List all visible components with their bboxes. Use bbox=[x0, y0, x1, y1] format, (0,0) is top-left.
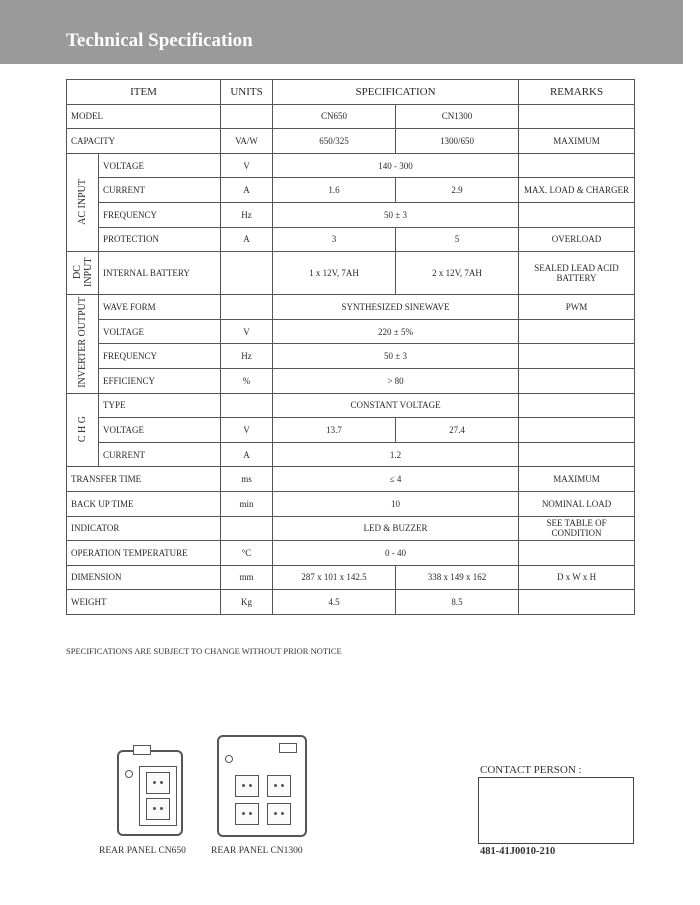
spec-notice: SPECIFICATIONS ARE SUBJECT TO CHANGE WITHOUT PRIOR NOTICE bbox=[66, 646, 342, 656]
group-label: INVERTER OUTPUT bbox=[77, 297, 88, 389]
page-title: Technical Specification bbox=[66, 30, 253, 51]
row-spec: LED & BUZZER bbox=[273, 516, 519, 541]
row-remarks bbox=[519, 153, 635, 178]
outlet-block bbox=[139, 766, 177, 826]
part-number: 481-41J0010-210 bbox=[480, 846, 556, 857]
table-row bbox=[67, 295, 635, 320]
outlet-icon bbox=[267, 775, 291, 797]
row-item: TYPE bbox=[99, 393, 221, 418]
row-units bbox=[221, 393, 273, 418]
header-remarks: REMARKS bbox=[519, 80, 635, 105]
row-cn650: 1.6 bbox=[273, 178, 396, 203]
group-ac-input bbox=[67, 153, 99, 251]
header-units: UNITS bbox=[221, 80, 273, 105]
row-spec: 140 - 300 bbox=[273, 153, 519, 178]
row-cn650: CN650 bbox=[273, 104, 396, 129]
row-item: VOLTAGE bbox=[99, 418, 221, 443]
row-units: % bbox=[221, 368, 273, 393]
row-spec: 220 ± 5% bbox=[273, 319, 519, 344]
table-row bbox=[67, 153, 635, 178]
row-cn1300: 2 x 12V, 7AH bbox=[396, 252, 519, 295]
switch-icon bbox=[133, 745, 151, 755]
table-row bbox=[67, 418, 635, 443]
row-item: INDICATOR bbox=[67, 516, 221, 541]
row-units: VA/W bbox=[221, 129, 273, 154]
row-spec: 0 - 40 bbox=[273, 541, 519, 566]
row-item: OPERATION TEMPERATURE bbox=[67, 541, 221, 566]
row-units bbox=[221, 252, 273, 295]
row-remarks: MAX. LOAD & CHARGER bbox=[519, 178, 635, 203]
row-item: MODEL bbox=[67, 104, 221, 129]
row-units: A bbox=[221, 442, 273, 467]
header-bar bbox=[0, 0, 683, 64]
table-row bbox=[67, 202, 635, 227]
group-dc-input bbox=[67, 252, 99, 295]
contact-person-label: CONTACT PERSON : bbox=[480, 764, 582, 776]
group-label: C H G bbox=[77, 415, 88, 442]
header-specification: SPECIFICATION bbox=[273, 80, 519, 105]
row-units: Hz bbox=[221, 202, 273, 227]
table-row bbox=[67, 178, 635, 203]
row-units: V bbox=[221, 153, 273, 178]
row-cn1300: 2.9 bbox=[396, 178, 519, 203]
rear-panel-cn650-label: REAR PANEL CN650 bbox=[99, 846, 186, 856]
row-remarks: MAXIMUM bbox=[519, 467, 635, 492]
rear-panel-cn1300-image bbox=[217, 735, 307, 837]
row-item: BACK UP TIME bbox=[67, 491, 221, 516]
row-units bbox=[221, 516, 273, 541]
row-units: V bbox=[221, 319, 273, 344]
table-row bbox=[67, 104, 635, 129]
row-cn1300: 5 bbox=[396, 227, 519, 252]
row-cn650: 650/325 bbox=[273, 129, 396, 154]
row-remarks bbox=[519, 418, 635, 443]
row-units: °C bbox=[221, 541, 273, 566]
row-cn650: 13.7 bbox=[273, 418, 396, 443]
row-spec: 1.2 bbox=[273, 442, 519, 467]
row-cn650: 4.5 bbox=[273, 590, 396, 615]
outlet-icon bbox=[146, 798, 170, 820]
group-inverter-output bbox=[67, 295, 99, 393]
row-remarks: NOMINAL LOAD bbox=[519, 491, 635, 516]
row-remarks bbox=[519, 202, 635, 227]
row-item: DIMENSION bbox=[67, 565, 221, 590]
row-remarks bbox=[519, 368, 635, 393]
table-row bbox=[67, 541, 635, 566]
row-cn1300: CN1300 bbox=[396, 104, 519, 129]
row-item: CURRENT bbox=[99, 178, 221, 203]
table-row bbox=[67, 252, 635, 295]
row-spec: 10 bbox=[273, 491, 519, 516]
row-remarks bbox=[519, 104, 635, 129]
row-cn650: 1 x 12V, 7AH bbox=[273, 252, 396, 295]
row-units: A bbox=[221, 227, 273, 252]
row-units: min bbox=[221, 491, 273, 516]
outlet-icon bbox=[235, 803, 259, 825]
row-units: A bbox=[221, 178, 273, 203]
group-chg bbox=[67, 393, 99, 467]
header-item: ITEM bbox=[67, 80, 221, 105]
table-row bbox=[67, 227, 635, 252]
row-spec: SYNTHESIZED SINEWAVE bbox=[273, 295, 519, 320]
row-remarks bbox=[519, 541, 635, 566]
table-row bbox=[67, 344, 635, 369]
row-remarks: PWM bbox=[519, 295, 635, 320]
table-row bbox=[67, 590, 635, 615]
row-remarks bbox=[519, 344, 635, 369]
row-remarks bbox=[519, 393, 635, 418]
outlet-icon bbox=[267, 803, 291, 825]
row-item: PROTECTION bbox=[99, 227, 221, 252]
row-spec: 50 ± 3 bbox=[273, 344, 519, 369]
table-row bbox=[67, 393, 635, 418]
row-item: EFFICIENCY bbox=[99, 368, 221, 393]
row-cn1300: 27.4 bbox=[396, 418, 519, 443]
row-units bbox=[221, 104, 273, 129]
table-row bbox=[67, 129, 635, 154]
row-units: ms bbox=[221, 467, 273, 492]
row-remarks: SEALED LEAD ACID BATTERY bbox=[519, 252, 635, 295]
row-item: VOLTAGE bbox=[99, 319, 221, 344]
row-item: FREQUENCY bbox=[99, 344, 221, 369]
spec-table-container bbox=[66, 79, 634, 615]
rear-panel-cn1300-label: REAR PANEL CN1300 bbox=[211, 846, 303, 856]
row-remarks: SEE TABLE OF CONDITION bbox=[519, 516, 635, 541]
row-units: Hz bbox=[221, 344, 273, 369]
row-cn650: 3 bbox=[273, 227, 396, 252]
row-cn1300: 1300/650 bbox=[396, 129, 519, 154]
contact-person-box bbox=[478, 777, 634, 844]
table-row bbox=[67, 319, 635, 344]
row-item: CURRENT bbox=[99, 442, 221, 467]
row-units bbox=[221, 295, 273, 320]
table-row bbox=[67, 368, 635, 393]
group-label: AC INPUT bbox=[77, 178, 88, 225]
row-item: VOLTAGE bbox=[99, 153, 221, 178]
row-remarks: MAXIMUM bbox=[519, 129, 635, 154]
row-remarks: D x W x H bbox=[519, 565, 635, 590]
row-remarks bbox=[519, 319, 635, 344]
row-spec: 50 ± 3 bbox=[273, 202, 519, 227]
row-item: INTERNAL BATTERY bbox=[99, 252, 221, 295]
row-item: WEIGHT bbox=[67, 590, 221, 615]
row-spec: ≤ 4 bbox=[273, 467, 519, 492]
row-item: TRANSFER TIME bbox=[67, 467, 221, 492]
spec-table bbox=[66, 79, 635, 615]
row-item: WAVE FORM bbox=[99, 295, 221, 320]
table-row bbox=[67, 467, 635, 492]
fuse-icon bbox=[225, 755, 233, 763]
row-cn650: 287 x 101 x 142.5 bbox=[273, 565, 396, 590]
row-item: CAPACITY bbox=[67, 129, 221, 154]
row-spec: CONSTANT VOLTAGE bbox=[273, 393, 519, 418]
fuse-icon bbox=[125, 770, 133, 778]
row-units: V bbox=[221, 418, 273, 443]
table-row bbox=[67, 516, 635, 541]
rear-panel-cn650-image bbox=[117, 750, 183, 836]
outlet-icon bbox=[235, 775, 259, 797]
row-item: FREQUENCY bbox=[99, 202, 221, 227]
row-remarks bbox=[519, 442, 635, 467]
row-remarks bbox=[519, 590, 635, 615]
switch-icon bbox=[279, 743, 297, 753]
group-label: DC INPUT bbox=[71, 257, 94, 287]
table-row bbox=[67, 491, 635, 516]
row-cn1300: 8.5 bbox=[396, 590, 519, 615]
row-spec: > 80 bbox=[273, 368, 519, 393]
outlet-icon bbox=[146, 772, 170, 794]
row-remarks: OVERLOAD bbox=[519, 227, 635, 252]
table-row bbox=[67, 442, 635, 467]
row-units: mm bbox=[221, 565, 273, 590]
row-units: Kg bbox=[221, 590, 273, 615]
row-cn1300: 338 x 149 x 162 bbox=[396, 565, 519, 590]
table-row bbox=[67, 565, 635, 590]
